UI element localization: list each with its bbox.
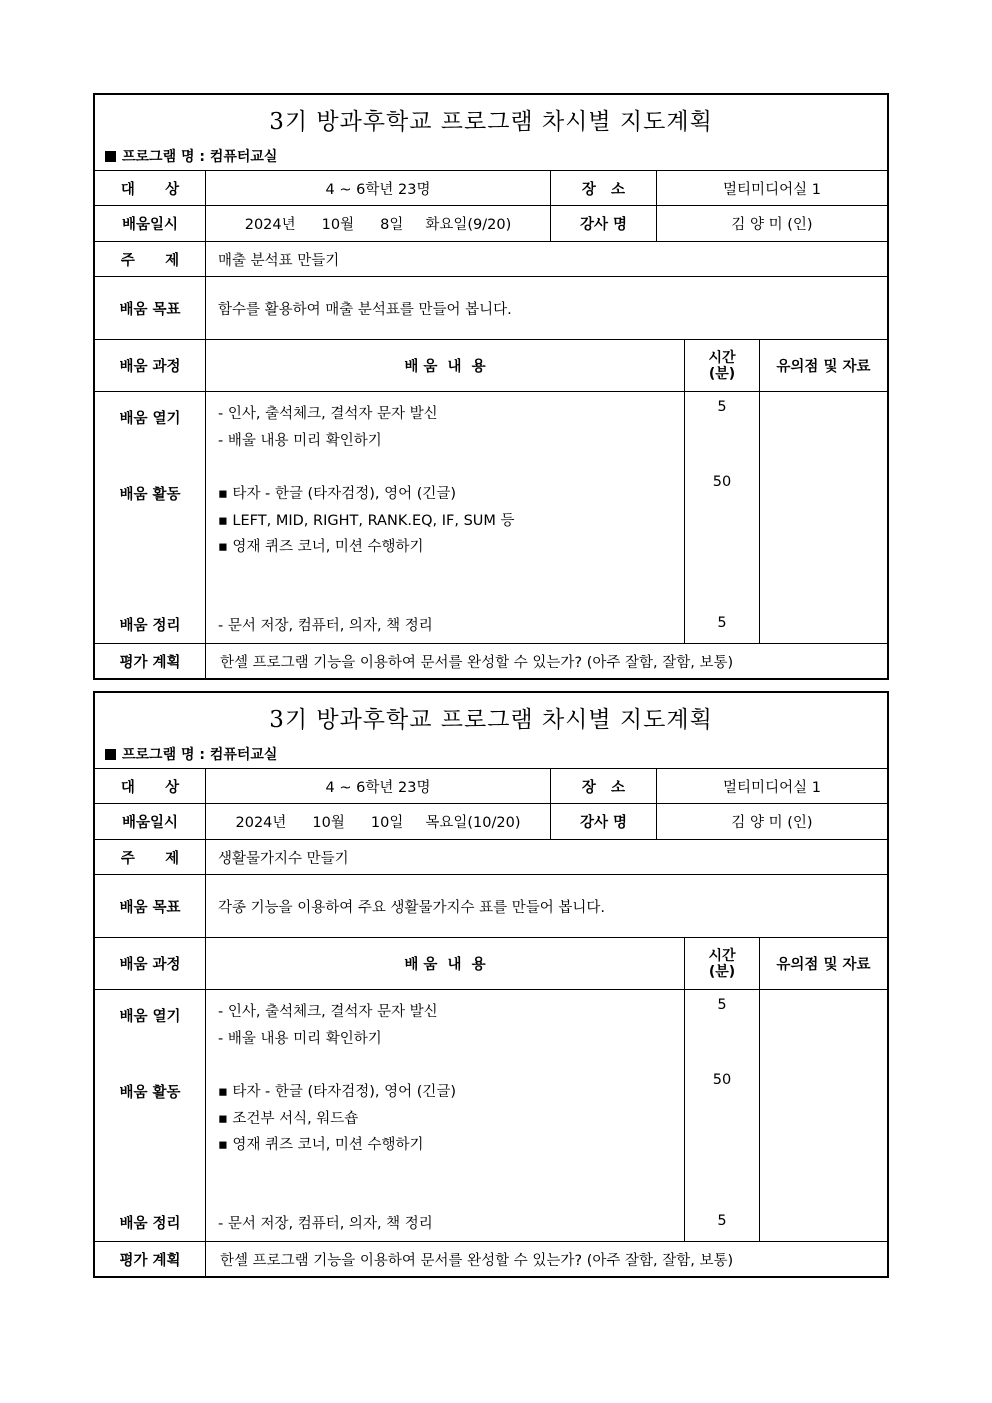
- activity-line: ▪ 영재 퀴즈 코너, 미션 수행하기: [218, 539, 424, 555]
- date-value: [206, 804, 551, 839]
- plan-header: [95, 95, 887, 171]
- stage-open: 배움 열기: [119, 1009, 181, 1025]
- lesson-plan-2: [93, 691, 889, 1278]
- goal-row: [95, 277, 887, 340]
- note-column: [760, 392, 887, 643]
- open-line: - 배울 내용 미리 확인하기: [218, 1031, 382, 1047]
- place-value: 멀티미디어실 1: [723, 181, 821, 198]
- topic-value: 매출 분석표 만들기: [218, 252, 340, 269]
- eval-row: [95, 644, 887, 678]
- open-line: - 배울 내용 미리 확인하기: [218, 433, 382, 449]
- target-row: [95, 769, 887, 804]
- open-line: - 인사, 출석체크, 결석자 문자 발신: [218, 406, 438, 422]
- topic-label: 주 제: [95, 242, 206, 276]
- square-bullet-icon: [105, 749, 116, 760]
- process-header-row: [95, 340, 887, 392]
- date-weekday: 목요일(10/20): [425, 815, 521, 831]
- time-column: [685, 392, 760, 643]
- time-open: 5: [717, 399, 727, 415]
- teacher-label: 강사 명: [551, 206, 657, 241]
- target-value: 4 ~ 6학년 23명: [206, 769, 551, 803]
- topic-row: [95, 242, 887, 277]
- plan-title: 3기 방과후학교 프로그램 차시별 지도계획: [269, 109, 713, 135]
- process-body-row: [95, 990, 887, 1242]
- goal-label: 배움 목표: [95, 277, 206, 339]
- activity-line: ▪ 조건부 서식, 워드숍: [218, 1111, 359, 1127]
- date-month: 10월: [312, 815, 345, 831]
- stage-close: 배움 정리: [119, 1216, 181, 1232]
- activity-line: ▪ 타자 - 한글 (타자검정), 영어 (긴글): [218, 1084, 457, 1100]
- target-label: 대 상: [95, 769, 206, 803]
- eval-value: 한셀 프로그램 기능을 이용하여 문서를 완성할 수 있는가? (아주 잘함, 잘함, 보통): [220, 1252, 734, 1269]
- target-label: 대 상: [95, 171, 206, 205]
- topic-row: [95, 840, 887, 875]
- note-label: 유의점 및 자료: [776, 957, 871, 973]
- eval-value: 한셀 프로그램 기능을 이용하여 문서를 완성할 수 있는가? (아주 잘함, 잘함, 보통): [220, 654, 734, 671]
- stage-open: 배움 열기: [119, 411, 181, 427]
- date-weekday: 화요일(9/20): [425, 217, 512, 233]
- date-year: 2024년: [235, 815, 287, 831]
- content-column: [206, 392, 685, 643]
- topic-label: 주 제: [95, 840, 206, 874]
- content-label: 배 움 내 용: [206, 340, 685, 391]
- target-value: 4 ~ 6학년 23명: [206, 171, 551, 205]
- program-name: 프로그램 명 : 컴퓨터교실: [105, 744, 277, 764]
- program-name: 프로그램 명 : 컴퓨터교실: [105, 146, 277, 166]
- square-bullet-icon: [105, 151, 116, 162]
- place-value: 멀티미디어실 1: [723, 779, 821, 796]
- place-label: 장 소: [551, 171, 657, 205]
- teacher-label: 강사 명: [551, 804, 657, 839]
- time-label: 시간 (분): [685, 340, 760, 391]
- teacher-value: 김 양 미 (인): [731, 217, 813, 233]
- time-close: 5: [717, 615, 727, 631]
- plan-header: [95, 693, 887, 769]
- process-label: 배움 과정: [95, 340, 206, 391]
- goal-row: [95, 875, 887, 938]
- date-row: [95, 206, 887, 242]
- activity-line: ▪ 영재 퀴즈 코너, 미션 수행하기: [218, 1137, 424, 1153]
- eval-label: 평가 계획: [95, 644, 206, 678]
- date-month: 10월: [321, 217, 355, 233]
- date-label: 배움일시: [95, 804, 206, 839]
- date-day: 10일: [370, 815, 404, 831]
- stage-activity: 배움 활동: [119, 487, 181, 503]
- process-body-row: [95, 392, 887, 644]
- place-label: 장 소: [551, 769, 657, 803]
- goal-value: 함수를 활용하여 매출 분석표를 만들어 봅니다.: [218, 301, 512, 318]
- goal-label: 배움 목표: [95, 875, 206, 937]
- date-year: 2024년: [244, 217, 296, 233]
- stage-activity: 배움 활동: [119, 1085, 181, 1101]
- note-column: [760, 990, 887, 1241]
- time-activity: 50: [712, 474, 732, 490]
- process-label: 배움 과정: [95, 938, 206, 989]
- date-value: [206, 206, 551, 241]
- close-line: - 문서 저장, 컴퓨터, 의자, 책 정리: [218, 618, 433, 634]
- eval-label: 평가 계획: [95, 1242, 206, 1276]
- time-label: 시간 (분): [685, 938, 760, 989]
- plan-title: 3기 방과후학교 프로그램 차시별 지도계획: [269, 707, 713, 733]
- content-label: 배 움 내 용: [206, 938, 685, 989]
- time-activity: 50: [712, 1072, 732, 1088]
- note-label: 유의점 및 자료: [776, 359, 871, 375]
- activity-line: ▪ LEFT, MID, RIGHT, RANK.EQ, IF, SUM 등: [218, 513, 515, 529]
- date-row: [95, 804, 887, 840]
- stage-column: [95, 990, 206, 1241]
- topic-value: 생활물가지수 만들기: [218, 850, 349, 867]
- time-open: 5: [717, 997, 727, 1013]
- process-header-row: [95, 938, 887, 990]
- stage-column: [95, 392, 206, 643]
- target-row: [95, 171, 887, 206]
- stage-close: 배움 정리: [119, 618, 181, 634]
- activity-line: ▪ 타자 - 한글 (타자검정), 영어 (긴글): [218, 486, 457, 502]
- close-line: - 문서 저장, 컴퓨터, 의자, 책 정리: [218, 1216, 433, 1232]
- goal-value: 각종 기능을 이용하여 주요 생활물가지수 표를 만들어 봅니다.: [218, 899, 606, 916]
- teacher-value: 김 양 미 (인): [731, 815, 813, 831]
- eval-row: [95, 1242, 887, 1276]
- lesson-plan-1: [93, 93, 889, 680]
- date-day: 8일: [380, 217, 404, 233]
- content-column: [206, 990, 685, 1241]
- time-close: 5: [717, 1213, 727, 1229]
- open-line: - 인사, 출석체크, 결석자 문자 발신: [218, 1004, 438, 1020]
- time-column: [685, 990, 760, 1241]
- date-label: 배움일시: [95, 206, 206, 241]
